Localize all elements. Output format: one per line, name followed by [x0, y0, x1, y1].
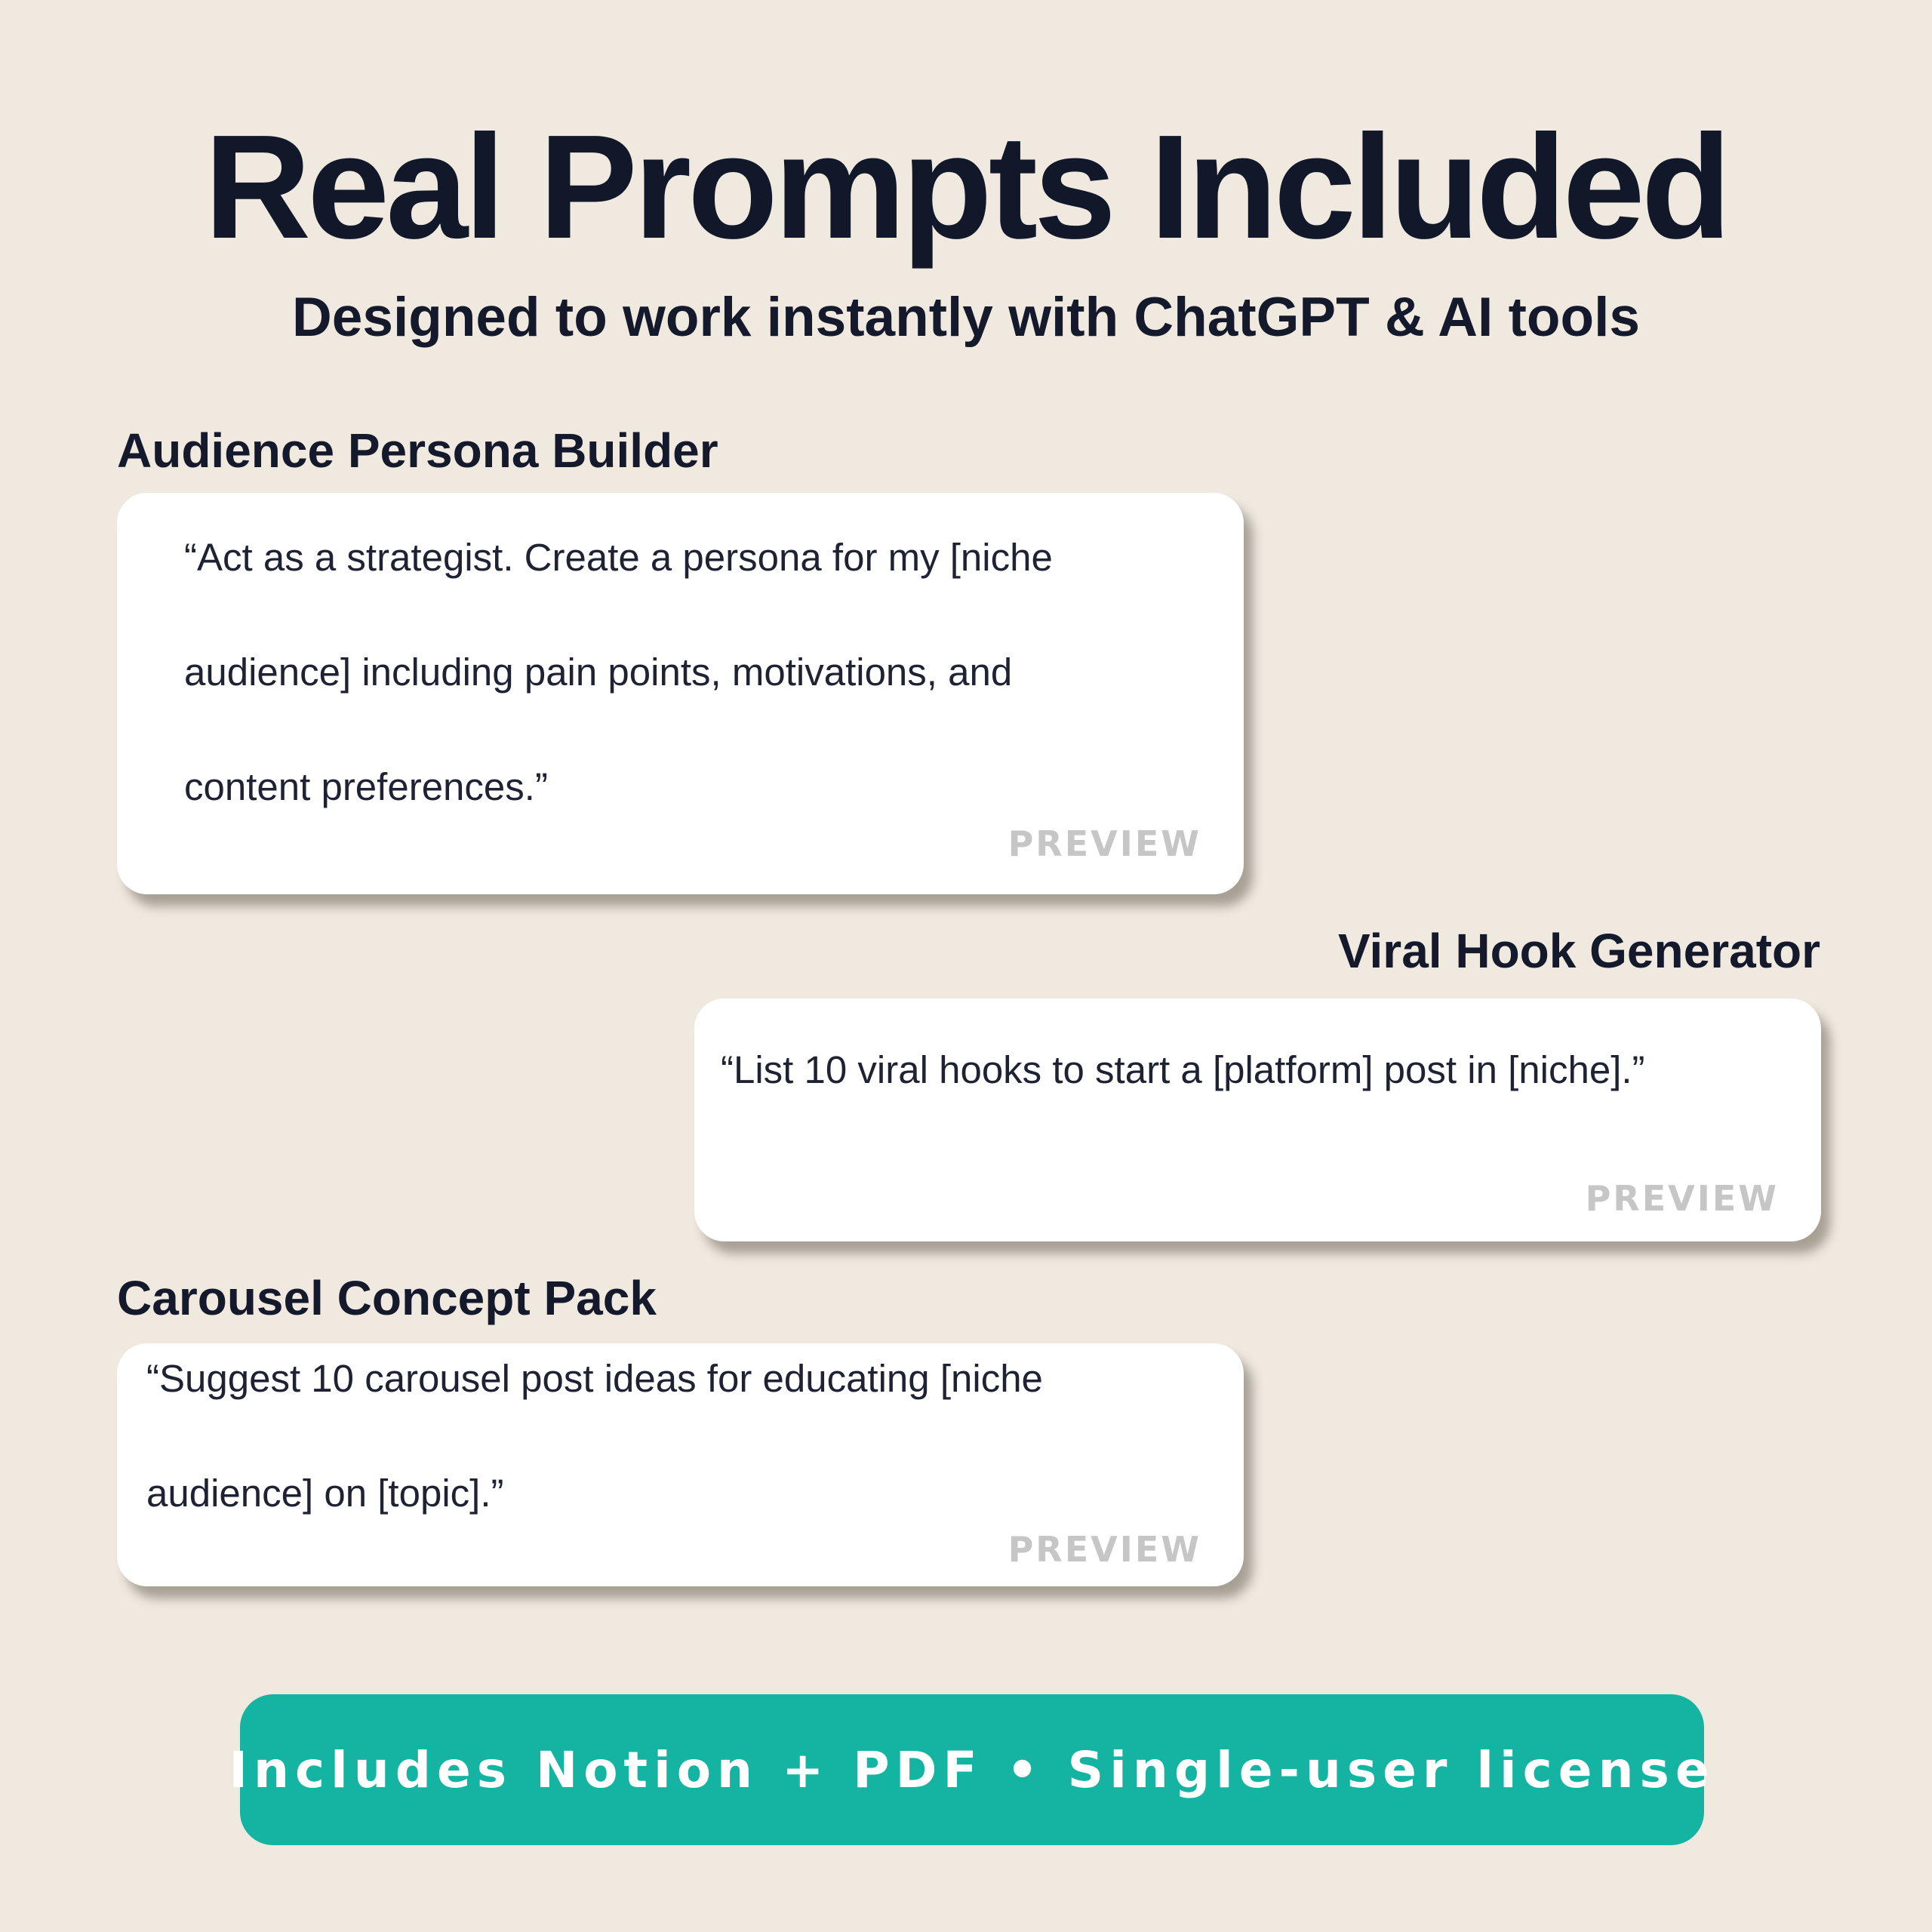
preview-badge: PREVIEW — [1585, 1178, 1779, 1219]
prompt-label-viral-hook: Viral Hook Generator — [1337, 924, 1820, 978]
prompt-text: “List 10 viral hooks to start a [platform] post in [niche].” — [721, 1048, 1645, 1091]
prompt-card-audience-persona — [117, 493, 1244, 894]
preview-badge: PREVIEW — [1008, 823, 1201, 864]
includes-banner — [229, 1694, 1715, 1845]
prompt-text: “Act as a strategist. Create a persona for my [niche audience] including pain points, motivations, and content preferences.” — [184, 536, 1053, 808]
preview-badge: PREVIEW — [1008, 1529, 1201, 1570]
prompt-card-viral-hook — [694, 998, 1821, 1241]
page-title: Real Prompts Included — [204, 104, 1728, 269]
prompt-label-carousel-concept: Carousel Concept Pack — [117, 1271, 657, 1325]
page-subtitle: Designed to work instantly with ChatGPT & AI tools — [292, 287, 1640, 348]
banner-text: Includes Notion + PDF • Single-user license — [229, 1740, 1715, 1799]
prompt-label-audience-persona: Audience Persona Builder — [117, 423, 718, 478]
prompt-text: “Suggest 10 carousel post ideas for educating [niche audience] on [topic].” — [146, 1357, 1043, 1515]
prompt-card-carousel-concept — [117, 1343, 1244, 1586]
